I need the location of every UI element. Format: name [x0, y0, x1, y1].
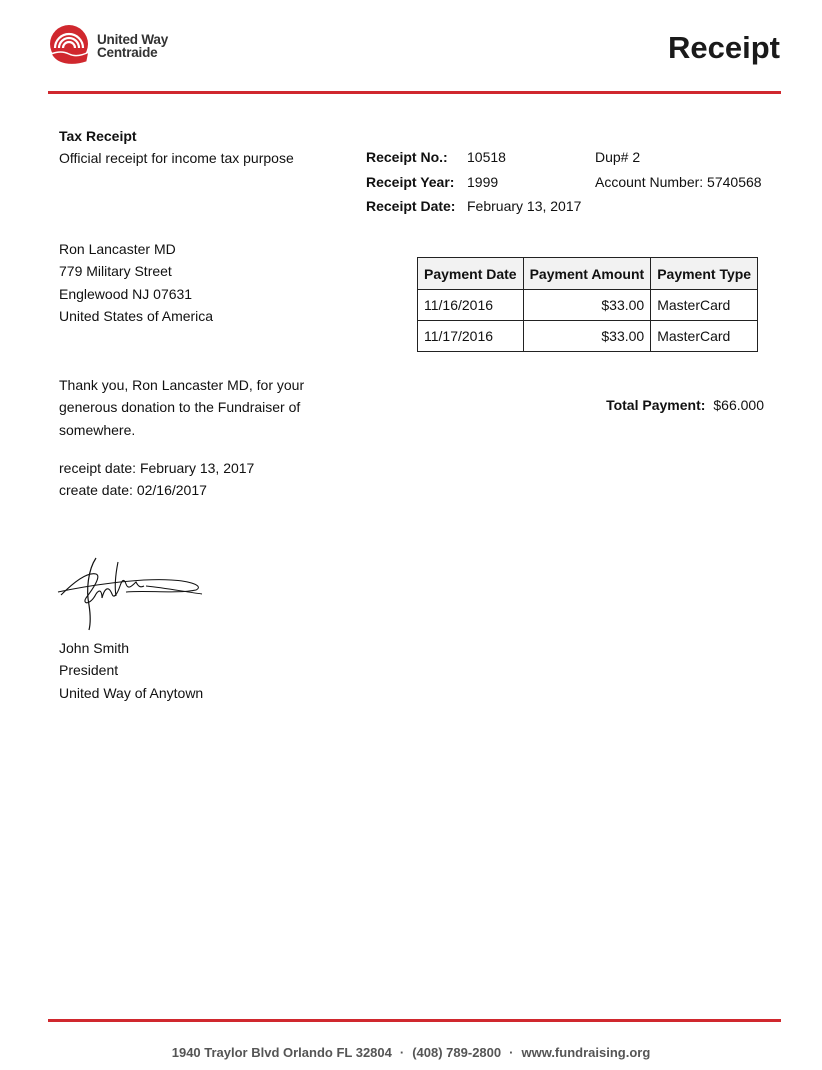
footer-phone: (408) 789-2800	[412, 1045, 502, 1060]
logo-line1: United Way	[97, 32, 169, 47]
footer-divider	[48, 1019, 781, 1022]
thank-you-message	[59, 374, 304, 441]
signature-image	[56, 550, 206, 635]
donor-name: Ron Lancaster MD	[59, 241, 176, 257]
total-payment-label: Total Payment:	[606, 397, 706, 413]
payment-type: MasterCard	[651, 321, 758, 352]
receipt-year-label: Receipt Year:	[366, 173, 455, 190]
receipt-date-label: Receipt Date:	[366, 198, 456, 214]
payments-table	[417, 257, 758, 352]
tax-receipt-subheading: Official receipt for income tax purpose	[59, 150, 294, 166]
footer-contact	[0, 1045, 822, 1060]
receipt-extra	[595, 145, 762, 194]
signatory-role: President	[59, 662, 119, 679]
payment-date: 11/17/2016	[418, 321, 524, 352]
thank-you-line2: generous donation to the Fundraiser of	[59, 399, 301, 416]
total-payment-value: $66.000	[713, 397, 764, 413]
footer-separator: ·	[399, 1045, 405, 1060]
thank-you-line1: Thank you, Ron Lancaster MD, for your	[59, 377, 305, 393]
column-header-payment-amount: Payment Amount	[523, 258, 651, 290]
donor-street: 779 Military Street	[59, 263, 172, 280]
receipt-number-label: Receipt No.:	[366, 149, 448, 165]
create-date-text: create date: 02/16/2017	[59, 482, 207, 499]
table-header-row	[418, 258, 758, 290]
receipt-number: 10518	[467, 149, 506, 165]
receipt-date-text: receipt date: February 13, 2017	[59, 460, 255, 476]
account-number: Account Number: 5740568	[595, 173, 762, 190]
receipt-meta	[366, 145, 581, 219]
thank-you-line3: somewhere.	[59, 421, 136, 438]
hand-rainbow-icon	[47, 24, 95, 68]
donor-address	[59, 238, 213, 327]
page-title: Receipt	[668, 30, 780, 65]
header-divider	[48, 91, 781, 94]
donor-country: United States of America	[59, 307, 214, 324]
payment-type: MasterCard	[651, 290, 758, 321]
column-header-payment-type: Payment Type	[651, 258, 758, 290]
payment-date: 11/16/2016	[418, 290, 524, 321]
signatory-name: John Smith	[59, 640, 130, 656]
receipt-date: February 13, 2017	[467, 198, 582, 214]
receipt-year: 1999	[467, 173, 499, 190]
total-payment	[606, 394, 764, 416]
dup-number: Dup# 2	[595, 149, 641, 165]
footer-address: 1940 Traylor Blvd Orlando FL 32804	[171, 1045, 392, 1060]
footer-website[interactable]: www.fundraising.org	[521, 1045, 651, 1060]
column-header-payment-date: Payment Date	[418, 258, 524, 290]
donor-city: Englewood NJ 07631	[59, 285, 193, 302]
logo-line2: Centraide	[97, 45, 158, 60]
signatory	[59, 637, 203, 704]
payment-amount: $33.00	[523, 321, 651, 352]
signatory-org: United Way of Anytown	[59, 684, 204, 701]
payment-amount: $33.00	[523, 290, 651, 321]
logo-wordmark	[97, 33, 168, 59]
dates-block	[59, 457, 254, 502]
table-row	[418, 290, 758, 321]
table-row	[418, 321, 758, 352]
tax-receipt-heading: Tax Receipt	[59, 128, 137, 144]
footer-separator: ·	[509, 1045, 514, 1060]
